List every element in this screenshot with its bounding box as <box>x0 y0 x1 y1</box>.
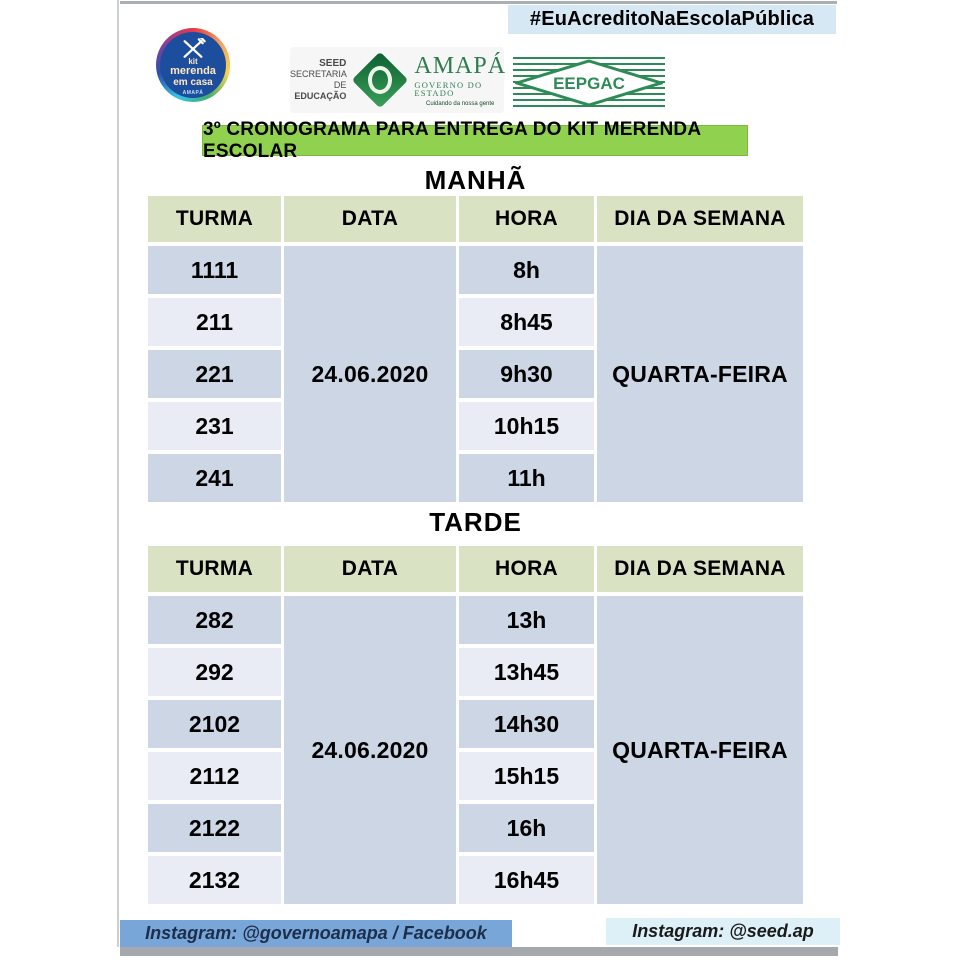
bottom-border-bar <box>120 947 838 956</box>
column-header: DIA DA SEMANA <box>597 196 803 242</box>
top-border-line <box>120 1 837 4</box>
kit-badge-word-kit: kit <box>188 57 198 66</box>
date-cell: 24.06.2020 <box>284 596 456 904</box>
column-header: TURMA <box>148 546 281 592</box>
turma-cell: 2122 <box>148 804 281 852</box>
schedule-title-banner: 3º CRONOGRAMA PARA ENTREGA DO KIT MERENDA ESCOLAR <box>202 125 748 156</box>
footer-social-seed: Instagram: @seed.ap <box>606 918 840 945</box>
kit-merenda-logo <box>156 28 230 102</box>
amapa-tagline: Cuidando da nossa gente <box>426 100 495 107</box>
column-header: HORA <box>459 546 594 592</box>
column-header: DATA <box>284 546 456 592</box>
amapa-name: AMAPÁ <box>414 52 507 79</box>
turma-cell: 2112 <box>148 752 281 800</box>
seed-line-educacao: EDUCAÇÃO <box>294 91 347 101</box>
eepgac-name: EEPGAC <box>553 73 625 93</box>
left-border-line <box>117 0 119 947</box>
turma-cell: 292 <box>148 648 281 696</box>
hora-cell: 10h15 <box>459 402 594 450</box>
seed-line-secretaria: SECRETARIA DE <box>290 69 347 90</box>
amapa-text-block <box>414 54 506 107</box>
hora-cell: 8h <box>459 246 594 294</box>
kit-badge-amapa-label: AMAPÁ <box>182 90 204 96</box>
column-header: DIA DA SEMANA <box>597 546 803 592</box>
turma-cell: 241 <box>148 454 281 502</box>
section-heading-manha: MANHÃ <box>424 165 527 195</box>
hora-cell: 15h15 <box>459 752 594 800</box>
turma-cell: 221 <box>148 350 281 398</box>
section-heading-tarde: TARDE <box>429 507 522 537</box>
seed-amapa-logo <box>290 47 507 113</box>
turma-cell: 231 <box>148 402 281 450</box>
turma-cell: 2102 <box>148 700 281 748</box>
turma-cell: 1111 <box>148 246 281 294</box>
column-header: DATA <box>284 196 456 242</box>
schedule-table-tarde <box>148 546 803 904</box>
hashtag-banner: #EuAcreditoNaEscolaPública <box>508 5 836 34</box>
hora-cell: 11h <box>459 454 594 502</box>
hora-cell: 13h <box>459 596 594 644</box>
seed-text-block <box>290 58 346 102</box>
hora-cell: 8h45 <box>459 298 594 346</box>
hora-cell: 16h <box>459 804 594 852</box>
hora-cell: 9h30 <box>459 350 594 398</box>
kit-badge-word-merenda: merenda <box>170 65 216 77</box>
kit-badge-word-emcasa: em casa <box>173 77 213 88</box>
amapa-governo-label: GOVERNO DO ESTADO <box>414 79 483 98</box>
hora-cell: 14h30 <box>459 700 594 748</box>
weekday-cell: QUARTA-FEIRA <box>597 596 803 904</box>
hora-cell: 16h45 <box>459 856 594 904</box>
turma-cell: 211 <box>148 298 281 346</box>
hora-cell: 13h45 <box>459 648 594 696</box>
column-header: TURMA <box>148 196 281 242</box>
amapa-diamond-ring <box>368 66 392 94</box>
turma-cell: 282 <box>148 596 281 644</box>
eepgac-diamond-icon <box>515 59 663 107</box>
weekday-cell: QUARTA-FEIRA <box>597 246 803 502</box>
kit-merenda-logo-inner <box>160 32 226 98</box>
seed-acronym: SEED <box>319 58 347 69</box>
footer-social-government: Instagram: @governoamapa / Facebook <box>120 920 512 947</box>
column-header: HORA <box>459 196 594 242</box>
date-cell: 24.06.2020 <box>284 246 456 502</box>
amapa-diamond-icon <box>352 52 409 109</box>
turma-cell: 2132 <box>148 856 281 904</box>
eepgac-logo <box>513 57 665 108</box>
schedule-table-manha <box>148 196 803 502</box>
